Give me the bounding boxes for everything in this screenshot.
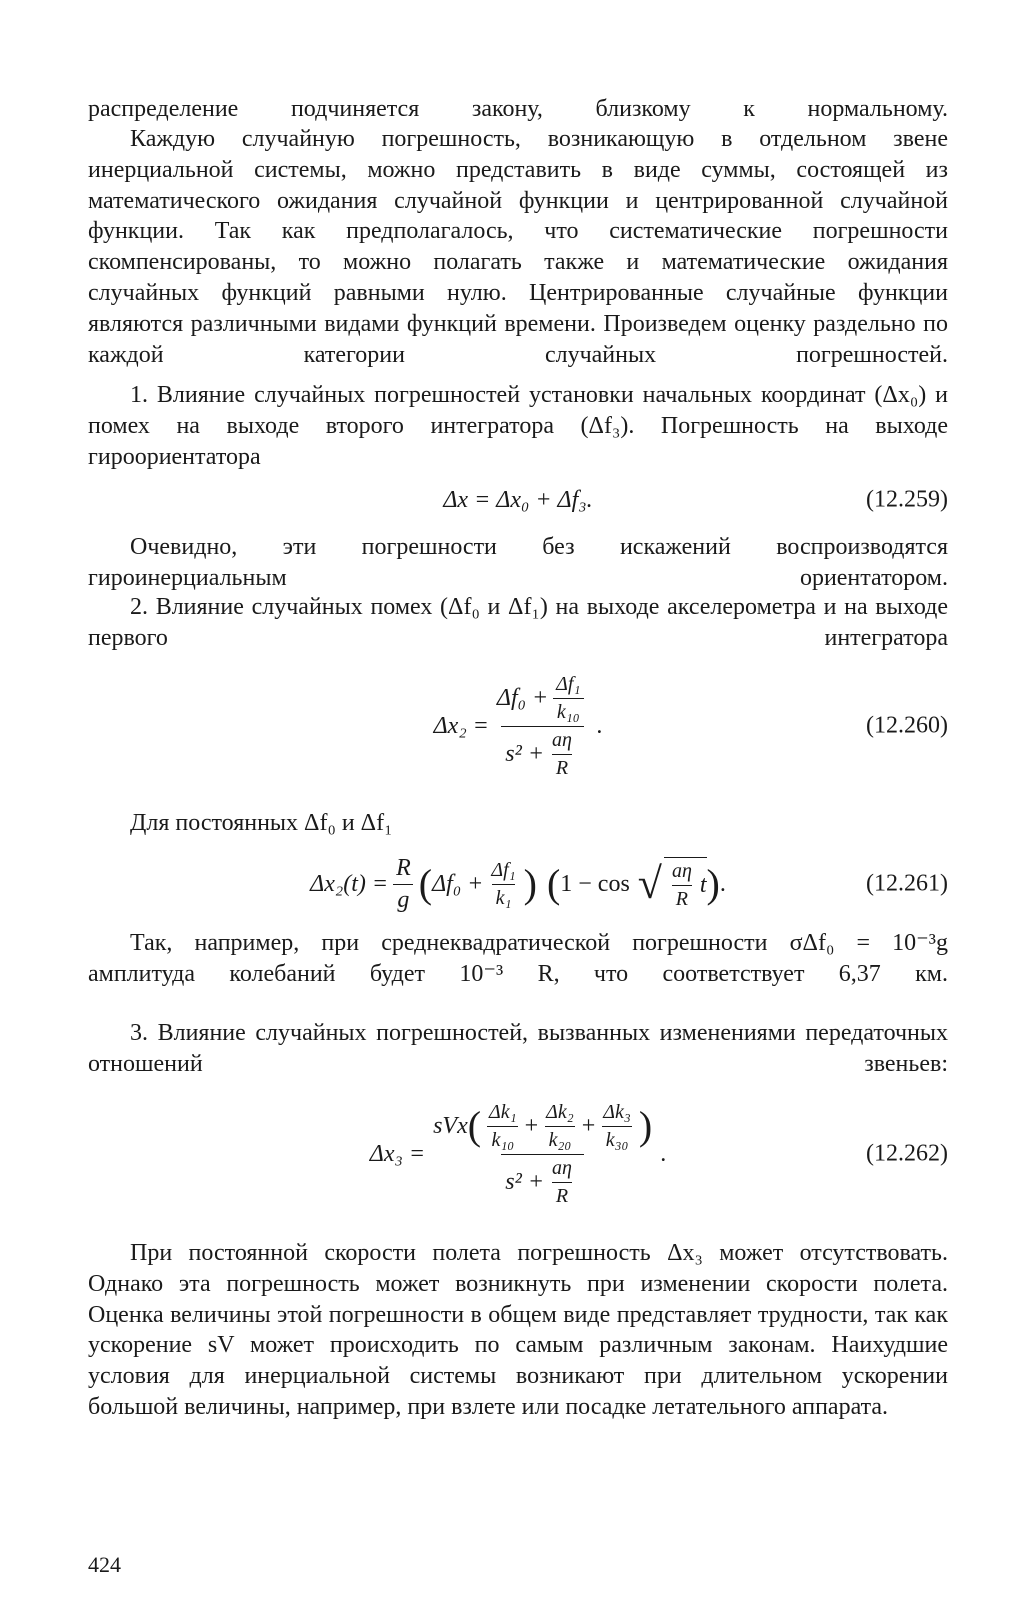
coefficient-fraction — [392, 855, 415, 914]
fraction-numerator — [493, 673, 593, 726]
inner-denominator: k₁₀ — [553, 698, 584, 724]
fraction-numerator — [429, 1101, 656, 1154]
equation-body — [310, 855, 726, 914]
term-denominator: k₂₀ — [545, 1126, 576, 1152]
inner-numerator: aη — [552, 1156, 572, 1179]
equation-lhs: Δx₂ = — [433, 712, 489, 739]
paragraph-constant: Для постоянных Δf₀ и Δf₁ — [130, 810, 393, 836]
paragraph-item-1: 1. Влияние случайных погрешностей установки начальных координат (Δx₀) и помех на выходе второго интегратора (Δf₃). Погрешность на выходе гироориентатора — [88, 382, 948, 470]
equation-body — [370, 1101, 666, 1208]
denominator-term: s² + — [505, 740, 545, 767]
inner-denominator: R — [552, 1182, 572, 1208]
paragraph-example: Так, например, при среднеквадратической погрешности σΔf₀ = 10⁻³g амплитуда колебаний будет 10⁻³ R, что соответствует 6,37 км. — [88, 930, 948, 987]
term-numerator: Δk₂ — [546, 1100, 574, 1123]
time-variable: t — [699, 872, 707, 898]
sqrt-numerator: aη — [671, 860, 692, 882]
velocity-term: sVx — [433, 1112, 468, 1139]
paragraph-random-errors: Каждую случайную погрешность, возникающую в отдельном звене инерциальной системы, можно представить в виде суммы, состоящей из математического ожидания случайной функции и центрированной случайной функции. Так как предполагалось, что систематические погрешности скомпенсированы, то можно полагать также и математические ожидания случайных функций равными нулю. Центрированные случайные функции являются различными видами функций времени. Произведем оценку раздельно по каждой категории случайных погрешностей. — [88, 126, 948, 368]
fraction-denominator — [501, 726, 584, 780]
sqrt-body — [664, 857, 707, 911]
equation-12-260 — [88, 662, 948, 790]
paragraph-obviously: Очевидно, эти погрешности без искажений воспроизводятся гироинерциальным ориентатором. — [88, 534, 948, 591]
inner-fraction — [548, 1157, 576, 1208]
equation-number: (12.260) — [866, 712, 948, 739]
paragraph-constant-speed: При постоянной скорости полета погрешность Δx₃ может отсутствовать. Однако эта погрешность может возникнуть при изменении скорости полета. Оценка величины этой погрешности в общем виде представляет трудности, так как ускорение sV может происходить по самым различным законам. Наихудшие условия для инерциальной системы возникают при длительном ускорении большой величины, например, при взлете или посадке летательного аппарата. — [88, 1240, 948, 1420]
right-paren: ) — [523, 861, 537, 906]
term-numerator: Δk₃ — [603, 1100, 631, 1123]
fraction-denominator — [501, 1154, 584, 1208]
term-fraction — [485, 1101, 521, 1152]
term-denominator: k₃₀ — [602, 1126, 633, 1152]
inner-fraction — [552, 673, 584, 724]
equation-body — [434, 673, 603, 780]
term-fraction — [599, 1101, 635, 1152]
sqrt-fraction — [668, 860, 696, 911]
equation-lhs: Δx₃ = — [369, 1140, 426, 1167]
equation-number: (12.262) — [866, 1140, 948, 1167]
inner-numerator: Δf₁ — [556, 672, 581, 695]
sqrt — [638, 857, 707, 911]
coef-numerator: R — [396, 854, 411, 881]
equation-12-259 — [88, 478, 948, 522]
left-paren: ( — [467, 1103, 482, 1148]
plus-sign: + — [524, 1112, 539, 1139]
term-fraction — [542, 1101, 578, 1152]
paragraph-item-2: 2. Влияние случайных помех (Δf₀ и Δf₁) на выходе акселерометра и на выходе первого интегратора — [88, 594, 948, 651]
equation-lhs: Δx₂(t) = — [310, 870, 389, 897]
numerator-term: Δf₀ + — [496, 684, 549, 711]
sqrt-icon: √ — [637, 859, 662, 908]
plus-sign: + — [581, 1112, 596, 1139]
cos-term: 1 − cos — [560, 870, 630, 897]
left-paren: ( — [418, 861, 433, 906]
sqrt-denominator: R — [672, 885, 692, 911]
coef-denominator: g — [393, 884, 413, 914]
inner-fraction — [548, 729, 576, 780]
term-denominator: k₁₀ — [487, 1126, 518, 1152]
left-paren: ( — [546, 861, 561, 906]
right-paren: ) — [706, 861, 720, 906]
inner-numerator: aη — [552, 728, 572, 751]
inner-term: Δf₀ + — [432, 870, 484, 897]
paragraph-continuation: распределение подчиняется закону, близкому к нормальному. — [88, 96, 948, 122]
main-fraction — [429, 1101, 656, 1208]
term-numerator: Δk₁ — [489, 1100, 517, 1123]
equation-period: . — [596, 712, 603, 739]
equation-period: . — [719, 870, 726, 897]
inner-numerator: Δf₁ — [491, 858, 516, 881]
inner-fraction — [487, 859, 519, 910]
denominator-term: s² + — [505, 1168, 545, 1195]
equation-number: (12.259) — [866, 486, 948, 513]
inner-denominator: R — [552, 754, 572, 780]
equation-12-261 — [88, 846, 948, 922]
equation-period: . — [660, 1140, 667, 1167]
equation-12-262 — [88, 1086, 948, 1222]
equation-number: (12.261) — [866, 870, 948, 897]
main-fraction — [493, 673, 593, 780]
equation-expression: Δx = Δx₀ + Δf₃. — [443, 486, 593, 513]
right-paren: ) — [638, 1103, 653, 1148]
paragraph-item-3: 3. Влияние случайных погрешностей, вызванных изменениями передаточных отношений звеньев: — [88, 1020, 948, 1077]
page-number: 424 — [88, 1552, 121, 1577]
inner-denominator: k₁ — [492, 884, 516, 910]
